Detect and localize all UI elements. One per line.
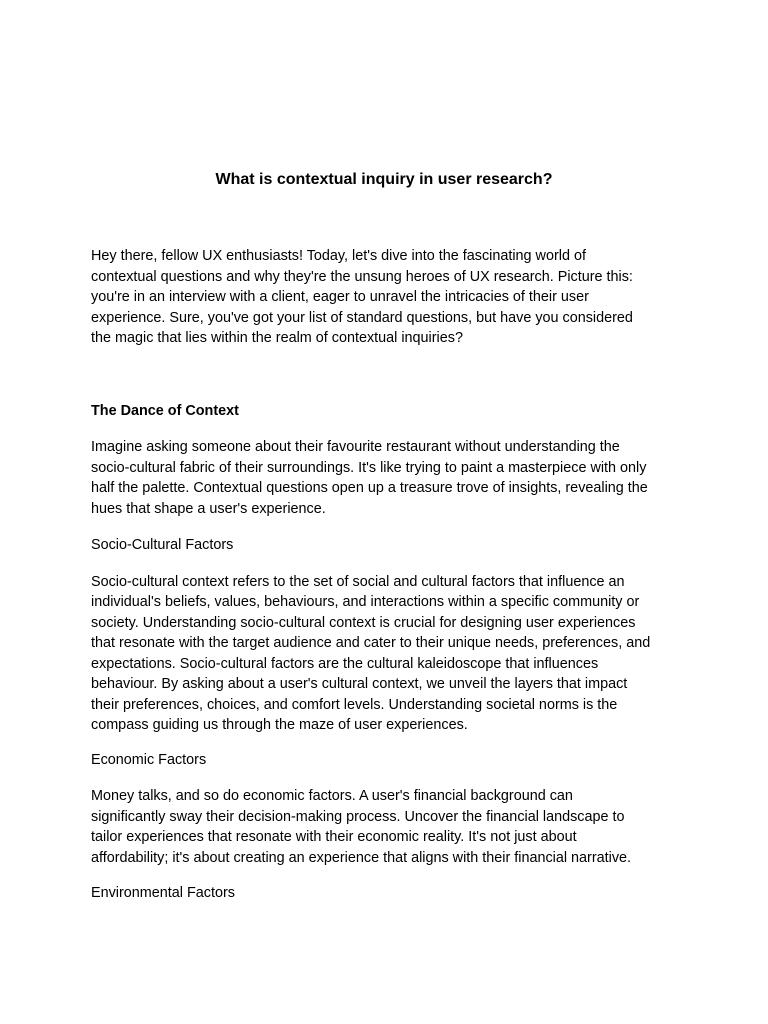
- text-line: their preferences, choices, and comfort levels. Understanding societal norms is the: [91, 696, 618, 713]
- text-line: tailor experiences that resonate with their economic reality. It's not just about: [91, 829, 577, 845]
- intro-paragraph: [91, 246, 691, 349]
- subheading-socio-cultural: Socio-Cultural Factors: [91, 537, 234, 553]
- text-line: Hey there, fellow UX enthusiasts! Today, let's dive into the fascinating world of: [91, 248, 586, 264]
- text-line: Imagine asking someone about their favourite restaurant without understanding the: [91, 439, 620, 455]
- text-line: the magic that lies within the realm of contextual inquiries?: [91, 330, 463, 346]
- text-line: compass guiding us through the maze of user experiences.: [91, 717, 468, 733]
- text-line: that resonate with the target audience and cater to their unique needs, preferences, and: [91, 635, 651, 651]
- text-line: society. Understanding socio-cultural context is crucial for designing user experiences: [91, 614, 636, 631]
- section-heading-dance: The Dance of Context: [91, 402, 239, 419]
- subheading-environmental: Environmental Factors: [91, 885, 235, 901]
- dance-paragraph: [91, 437, 691, 519]
- text-line: individual's beliefs, values, behaviours, and interactions within a specific community or: [91, 594, 640, 610]
- text-line: socio-cultural fabric of their surroundings. It's like trying to paint a masterpiece with only: [91, 459, 647, 476]
- text-line: significantly sway their decision-making process. Uncover the financial landscape to: [91, 808, 625, 825]
- text-line: hues that shape a user's experience.: [91, 500, 326, 517]
- text-line: Socio-cultural context refers to the set of social and cultural factors that influence an: [91, 573, 625, 590]
- document-body: [91, 246, 691, 904]
- text-line: Money talks, and so do economic factors. A user's financial background can: [91, 788, 573, 804]
- text-line: half the palette. Contextual questions open up a treasure trove of insights, revealing the: [91, 480, 648, 496]
- socio-cultural-paragraph: [91, 572, 691, 736]
- text-line: contextual questions and why they're the unsung heroes of UX research. Picture this:: [91, 268, 633, 285]
- economic-paragraph: [91, 786, 691, 868]
- document-title: What is contextual inquiry in user research?: [215, 171, 553, 188]
- text-line: expectations. Socio-cultural factors are the cultural kaleidoscope that influences: [91, 655, 599, 672]
- text-line: experience. Sure, you've got your list of standard questions, but have you considered: [91, 309, 633, 326]
- text-line: behaviour. By asking about a user's cultural context, we unveil the layers that impact: [91, 676, 628, 692]
- text-line: affordability; it's about creating an experience that aligns with their financial narrative.: [91, 849, 632, 866]
- subheading-economic: Economic Factors: [91, 751, 207, 768]
- text-line: you're in an interview with a client, eager to unravel the intricacies of their user: [91, 289, 589, 305]
